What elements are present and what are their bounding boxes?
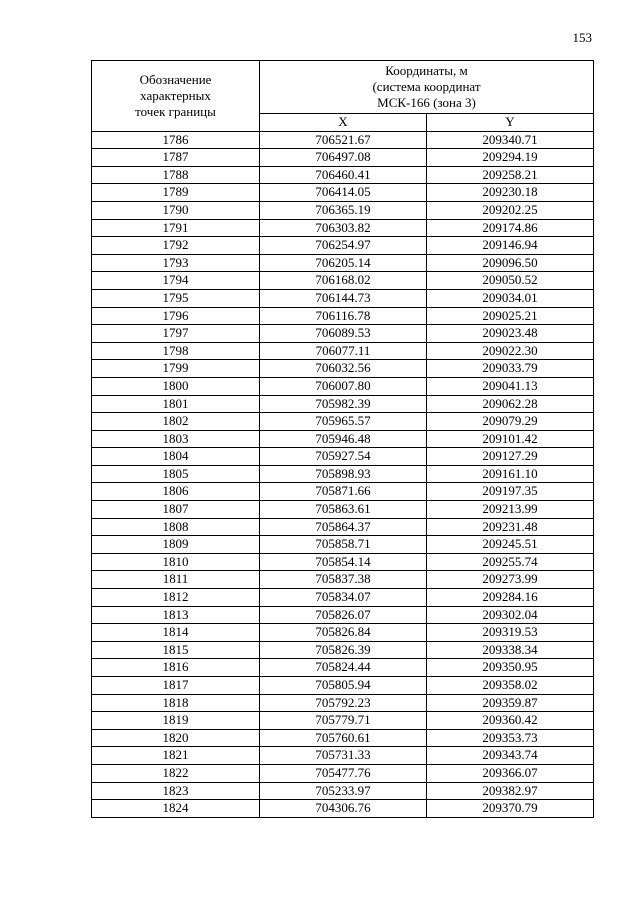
- table-body: [92, 131, 594, 817]
- table-row: [92, 729, 594, 747]
- x-coordinate-cell: 706303.82: [260, 219, 427, 237]
- x-coordinate-cell: 705792.23: [260, 694, 427, 712]
- y-coordinate-cell: 209258.21: [427, 166, 594, 184]
- point-id-cell: 1799: [92, 360, 260, 378]
- point-id-cell: 1821: [92, 747, 260, 765]
- point-id-cell: 1814: [92, 624, 260, 642]
- x-coordinate-cell: 705826.84: [260, 624, 427, 642]
- point-id-cell: 1795: [92, 289, 260, 307]
- table-row: [92, 624, 594, 642]
- y-coordinate-cell: 209340.71: [427, 131, 594, 149]
- point-id-cell: 1801: [92, 395, 260, 413]
- table-row: [92, 149, 594, 167]
- x-coordinate-cell: 705898.93: [260, 465, 427, 483]
- point-id-cell: 1787: [92, 149, 260, 167]
- x-coordinate-cell: 706116.78: [260, 307, 427, 325]
- x-coordinate-cell: 705854.14: [260, 553, 427, 571]
- y-coordinate-cell: 209096.50: [427, 254, 594, 272]
- header-text-line: характерных: [140, 87, 211, 103]
- point-id-cell: 1806: [92, 483, 260, 501]
- table-row: [92, 518, 594, 536]
- x-coordinate-cell: 705927.54: [260, 448, 427, 466]
- x-coordinate-cell: 705864.37: [260, 518, 427, 536]
- y-coordinate-cell: 209370.79: [427, 800, 594, 818]
- x-coordinate-cell: 705477.76: [260, 764, 427, 782]
- x-coordinate-cell: 706007.80: [260, 377, 427, 395]
- table-header: [92, 61, 594, 132]
- y-coordinate-cell: 209127.29: [427, 448, 594, 466]
- point-id-cell: 1813: [92, 606, 260, 624]
- x-coordinate-cell: 705805.94: [260, 677, 427, 695]
- point-id-cell: 1800: [92, 377, 260, 395]
- table-row: [92, 536, 594, 554]
- table-row: [92, 377, 594, 395]
- y-coordinate-cell: 209079.29: [427, 413, 594, 431]
- y-coordinate-cell: 209245.51: [427, 536, 594, 554]
- y-coordinate-cell: 209022.30: [427, 342, 594, 360]
- point-id-cell: 1786: [92, 131, 260, 149]
- y-coordinate-cell: 209231.48: [427, 518, 594, 536]
- x-coordinate-cell: 706089.53: [260, 325, 427, 343]
- point-id-cell: 1797: [92, 325, 260, 343]
- table-row: [92, 413, 594, 431]
- x-coordinate-cell: 705731.33: [260, 747, 427, 765]
- point-id-cell: 1815: [92, 641, 260, 659]
- coordinates-group-header: [260, 61, 594, 114]
- table-row: [92, 430, 594, 448]
- table-row: [92, 219, 594, 237]
- y-coordinate-cell: 209382.97: [427, 782, 594, 800]
- page-number: 153: [572, 30, 592, 45]
- x-coordinate-cell: 706168.02: [260, 272, 427, 290]
- x-coordinate-cell: 705982.39: [260, 395, 427, 413]
- y-coordinate-cell: 209350.95: [427, 659, 594, 677]
- point-id-cell: 1822: [92, 764, 260, 782]
- point-id-cell: 1792: [92, 237, 260, 255]
- table-row: [92, 589, 594, 607]
- table-row: [92, 448, 594, 466]
- point-id-cell: 1802: [92, 413, 260, 431]
- x-coordinate-cell: 705760.61: [260, 729, 427, 747]
- table-row: [92, 342, 594, 360]
- point-id-cell: 1798: [92, 342, 260, 360]
- table-row: [92, 694, 594, 712]
- y-coordinate-cell: 209202.25: [427, 201, 594, 219]
- y-coordinate-cell: 209197.35: [427, 483, 594, 501]
- x-coordinate-cell: 705824.44: [260, 659, 427, 677]
- y-coordinate-cell: 209041.13: [427, 377, 594, 395]
- x-coordinate-cell: 705871.66: [260, 483, 427, 501]
- point-id-cell: 1789: [92, 184, 260, 202]
- x-coordinate-cell: 706414.05: [260, 184, 427, 202]
- point-id-cell: 1817: [92, 677, 260, 695]
- y-coordinate-cell: 209101.42: [427, 430, 594, 448]
- table-row: [92, 325, 594, 343]
- table-row: [92, 571, 594, 589]
- header-text-line: (система координат: [372, 79, 481, 94]
- point-id-cell: 1816: [92, 659, 260, 677]
- x-coordinate-cell: 705858.71: [260, 536, 427, 554]
- y-coordinate-cell: 209359.87: [427, 694, 594, 712]
- table-row: [92, 254, 594, 272]
- table-row: [92, 201, 594, 219]
- point-id-cell: 1809: [92, 536, 260, 554]
- y-coordinate-cell: 209174.86: [427, 219, 594, 237]
- header-text-line: Координаты, м: [385, 63, 468, 78]
- x-coordinate-cell: 706144.73: [260, 289, 427, 307]
- x-coordinate-cell: 705834.07: [260, 589, 427, 607]
- x-coordinate-cell: 706254.97: [260, 237, 427, 255]
- y-coordinate-cell: 209360.42: [427, 712, 594, 730]
- point-id-cell: 1818: [92, 694, 260, 712]
- table-row: [92, 360, 594, 378]
- point-id-cell: 1791: [92, 219, 260, 237]
- x-coordinate-cell: 705779.71: [260, 712, 427, 730]
- y-coordinate-cell: 209294.19: [427, 149, 594, 167]
- y-coordinate-cell: 209353.73: [427, 729, 594, 747]
- table-row: [92, 764, 594, 782]
- y-coordinate-cell: 209062.28: [427, 395, 594, 413]
- x-coordinate-cell: 706205.14: [260, 254, 427, 272]
- y-coordinate-cell: 209284.16: [427, 589, 594, 607]
- header-text-line: МСК-166 (зона 3): [377, 95, 476, 110]
- x-coordinate-cell: 705946.48: [260, 430, 427, 448]
- table-row: [92, 553, 594, 571]
- y-column-header: Y: [427, 114, 594, 132]
- y-coordinate-cell: 209033.79: [427, 360, 594, 378]
- table-row: [92, 606, 594, 624]
- point-id-cell: 1796: [92, 307, 260, 325]
- table-row: [92, 659, 594, 677]
- table-row: [92, 395, 594, 413]
- y-coordinate-cell: 209358.02: [427, 677, 594, 695]
- point-designation-header: [92, 61, 260, 132]
- point-id-cell: 1812: [92, 589, 260, 607]
- x-coordinate-cell: 706497.08: [260, 149, 427, 167]
- y-coordinate-cell: 209366.07: [427, 764, 594, 782]
- x-coordinate-cell: 706077.11: [260, 342, 427, 360]
- table-row: [92, 501, 594, 519]
- table-row: [92, 272, 594, 290]
- point-id-cell: 1804: [92, 448, 260, 466]
- table-row: [92, 483, 594, 501]
- y-coordinate-cell: 209273.99: [427, 571, 594, 589]
- point-id-cell: 1823: [92, 782, 260, 800]
- header-text-line: Обозначение: [139, 71, 212, 87]
- coordinates-table: [91, 60, 594, 818]
- y-coordinate-cell: 209023.48: [427, 325, 594, 343]
- point-id-cell: 1824: [92, 800, 260, 818]
- y-coordinate-cell: 209213.99: [427, 501, 594, 519]
- x-coordinate-cell: 705863.61: [260, 501, 427, 519]
- point-id-cell: 1805: [92, 465, 260, 483]
- y-coordinate-cell: 209302.04: [427, 606, 594, 624]
- x-coordinate-cell: 705965.57: [260, 413, 427, 431]
- point-id-cell: 1794: [92, 272, 260, 290]
- x-coordinate-cell: 705826.07: [260, 606, 427, 624]
- table-row: [92, 289, 594, 307]
- y-coordinate-cell: 209161.10: [427, 465, 594, 483]
- header-text-line: точек границы: [135, 103, 216, 119]
- table-row: [92, 166, 594, 184]
- y-coordinate-cell: 209025.21: [427, 307, 594, 325]
- point-id-cell: 1793: [92, 254, 260, 272]
- table-row: [92, 747, 594, 765]
- x-coordinate-cell: 704306.76: [260, 800, 427, 818]
- x-column-header: X: [260, 114, 427, 132]
- point-id-cell: 1820: [92, 729, 260, 747]
- table-row: [92, 782, 594, 800]
- x-coordinate-cell: 706365.19: [260, 201, 427, 219]
- point-id-cell: 1819: [92, 712, 260, 730]
- y-coordinate-cell: 209050.52: [427, 272, 594, 290]
- point-id-cell: 1811: [92, 571, 260, 589]
- table-row: [92, 641, 594, 659]
- x-coordinate-cell: 705233.97: [260, 782, 427, 800]
- point-id-cell: 1790: [92, 201, 260, 219]
- x-coordinate-cell: 705837.38: [260, 571, 427, 589]
- table-row: [92, 237, 594, 255]
- table-row: [92, 131, 594, 149]
- x-coordinate-cell: 706521.67: [260, 131, 427, 149]
- y-coordinate-cell: 209034.01: [427, 289, 594, 307]
- x-coordinate-cell: 706460.41: [260, 166, 427, 184]
- y-coordinate-cell: 209319.53: [427, 624, 594, 642]
- table-row: [92, 465, 594, 483]
- point-id-cell: 1788: [92, 166, 260, 184]
- y-coordinate-cell: 209343.74: [427, 747, 594, 765]
- point-id-cell: 1807: [92, 501, 260, 519]
- point-id-cell: 1808: [92, 518, 260, 536]
- table-row: [92, 712, 594, 730]
- y-coordinate-cell: 209255.74: [427, 553, 594, 571]
- x-coordinate-cell: 705826.39: [260, 641, 427, 659]
- table-row: [92, 677, 594, 695]
- y-coordinate-cell: 209338.34: [427, 641, 594, 659]
- point-id-cell: 1803: [92, 430, 260, 448]
- y-coordinate-cell: 209230.18: [427, 184, 594, 202]
- x-coordinate-cell: 706032.56: [260, 360, 427, 378]
- table-row: [92, 307, 594, 325]
- table-row: [92, 184, 594, 202]
- table-row: [92, 800, 594, 818]
- y-coordinate-cell: 209146.94: [427, 237, 594, 255]
- point-id-cell: 1810: [92, 553, 260, 571]
